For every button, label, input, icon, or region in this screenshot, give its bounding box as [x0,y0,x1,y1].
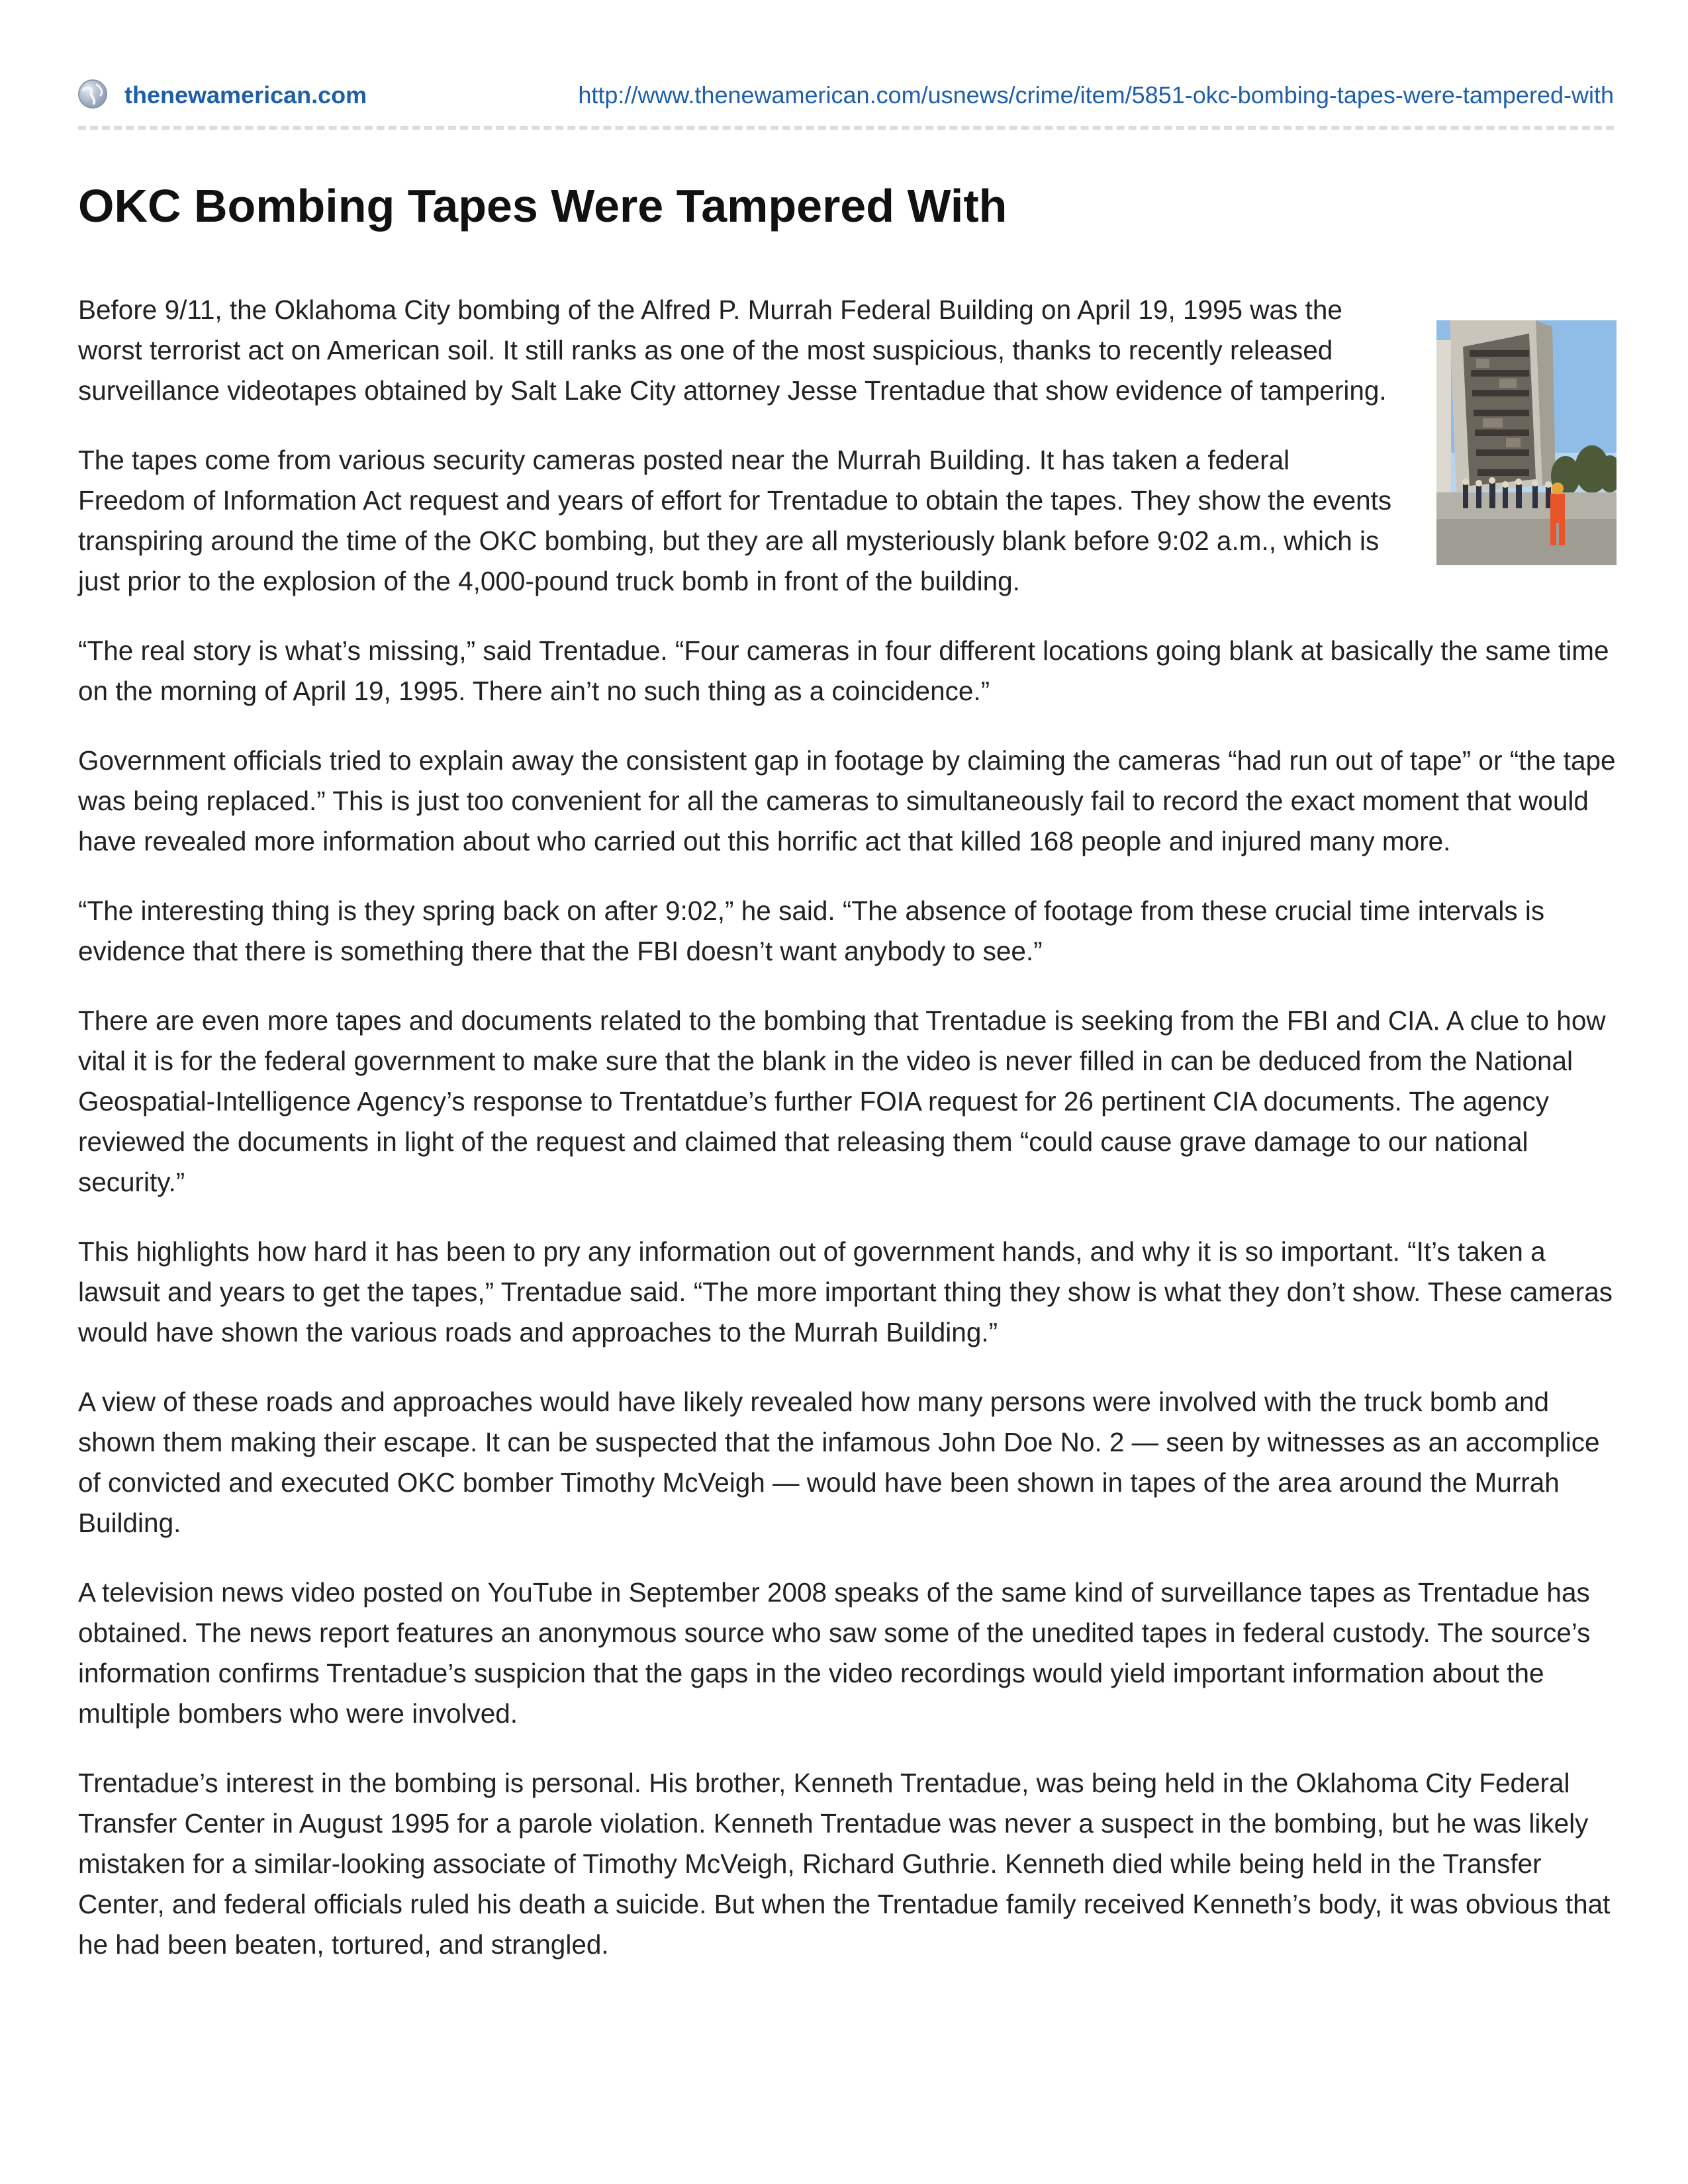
page [78,0,1614,2184]
paragraph: There are even more tapes and documents related to the bombing that Trentadue is seeking from the FBI and CIA. A clue to how vital it is for the federal government to make sure that the blank in the video is never filled in can be deduced from the National Geospatial-Intelligence Agency’s response to Trentatdue’s further FOIA request for 26 pertinent CIA documents. The agency reviewed the documents in light of the request and claimed that releasing them “could cause grave damage to our national security.” [78,1005,1606,1197]
globe-icon [78,79,107,109]
paragraph: Trentadue’s interest in the bombing is personal. His brother, Kenneth Trentadue, was being held in the Oklahoma City Federal Transfer Center in August 1995 for a parole violation. Kenneth Trentadue was never a suspect in the bombing, but he was likely mistaken for a similar-looking associate of Timothy McVeigh, Richard Guthrie. Kenneth died while being held in the Transfer Center, and federal officials ruled his death a suicide. But when the Trentadue family received Kenneth’s body, it was obvious that he had been beaten, tortured, and strangled. [78,1768,1611,1960]
paragraph: “The interesting thing is they spring back on after 9:02,” he said. “The absence of footage from these crucial time intervals is evidence that there is something there that the FBI doesn’t want anybody to see.” [78,895,1545,966]
paragraph: This highlights how hard it has been to pry any information out of government hands, and why it is so important. “It’s taken a lawsuit and years to get the tapes,” Trentadue said. “The more important thing they show is what they don’t show. These cameras would have shown the various roads and approaches to the Murrah Building.” [78,1236,1613,1347]
paragraph: A view of these roads and approaches would have likely revealed how many persons were involved with the truck bomb and shown them making their escape. It can be suspected that the infamous John Doe No. 2 — seen by witnesses as an accomplice of convicted and executed OKC bomber Timothy McVeigh — would have been shown in tapes of the area around the Murrah Building. [78,1387,1600,1538]
article-title: OKC Bombing Tapes Were Tampered With [78,180,1008,232]
article-url-link[interactable]: http://www.thenewamerican.com/usnews/crime/item/5851-okc-bombing-tapes-were-tampered-with [578,81,1614,109]
paragraph: The tapes come from various security cameras posted near the Murrah Building. It has taken a federal Freedom of Information Act request and years of effort for Trentadue to obtain the tapes. They show the events transpiring around the time of the OKC bombing, but they are all mysteriously blank before 9:02 a.m., which is just prior to the explosion of the 4,000-pound truck bomb in front of the building. [78,445,1392,596]
header-divider [78,126,1614,130]
paragraph: A television news video posted on YouTube in September 2008 speaks of the same kind of surveillance tapes as Trentadue has obtained. The news report features an anonymous source who saw some of the unedited tapes in federal custody. The source’s information confirms Trentadue’s suspicion that the gaps in the video recordings would yield important information about the multiple bombers who were involved. [78,1577,1591,1729]
paragraph: “The real story is what’s missing,” said Trentadue. “Four cameras in four different locations going blank at basically the same time on the morning of April 19, 1995. There ain’t no such thing as a coincidence.” [78,635,1609,706]
paragraph: Before 9/11, the Oklahoma City bombing of the Alfred P. Murrah Federal Building on April 19, 1995 was the worst terrorist act on American soil. It still ranks as one of the most suspicious, thanks to recently released surveillance videotapes obtained by Salt Lake City attorney Jesse Trentadue that show evidence of tampering. [78,295,1387,406]
site-name[interactable]: thenewamerican.com [124,81,367,109]
site-header [78,77,1614,116]
paragraph: Government officials tried to explain away the consistent gap in footage by claiming the cameras “had run out of tape” or “the tape was being replaced.” This is just too convenient for all the cameras to simultaneously fail to record the exact moment that would have revealed more information about who carried out this horrific act that killed 168 people and injured many more. [78,745,1616,856]
bombed-building-photo [1436,320,1617,565]
article-body [78,290,1617,1994]
